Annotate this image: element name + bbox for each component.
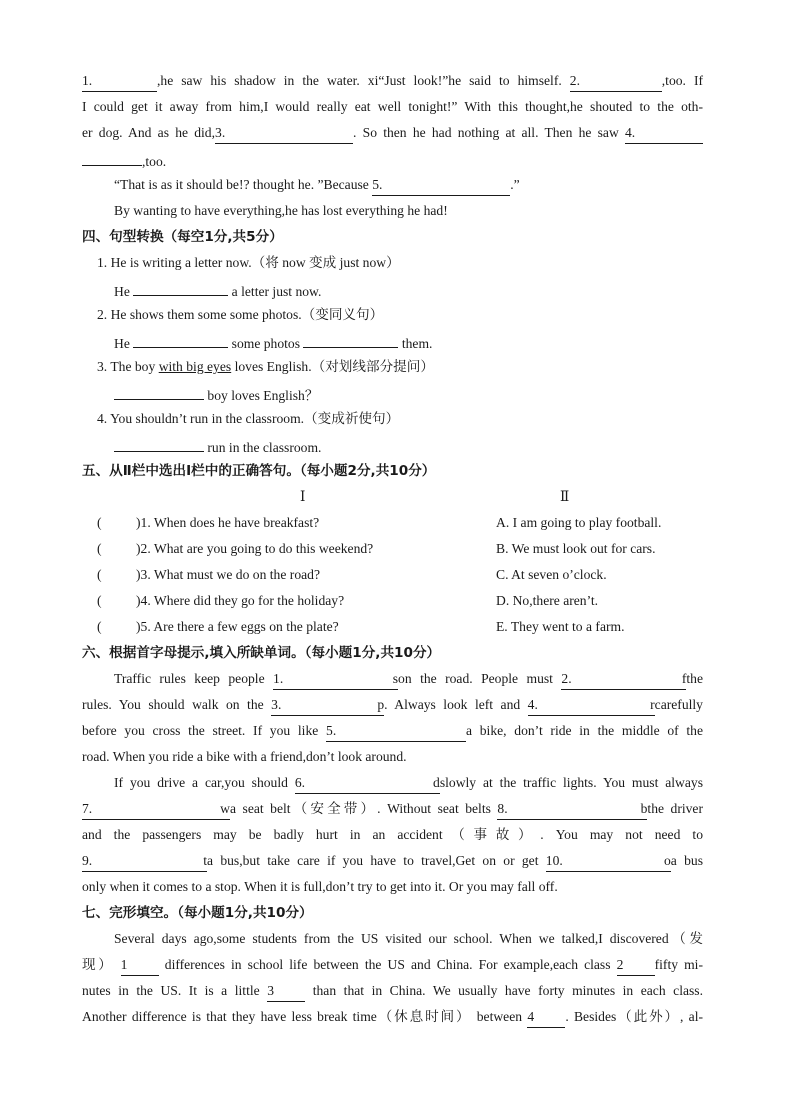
blank-s6-3[interactable]: 3. p (271, 695, 384, 716)
s7-line-3 (82, 981, 703, 1002)
s6-line-2 (82, 695, 703, 716)
s6-line-5 (114, 773, 703, 794)
cloze-blank-4[interactable]: 4 (527, 1007, 565, 1028)
text: a bus (670, 853, 703, 868)
answer-paren[interactable]: ( (97, 619, 102, 634)
text: run in the classroom. (207, 440, 322, 455)
s6-line-4: road. When you ride a bike with a friend,don’t look around. (82, 749, 407, 764)
s4-q1-answer (114, 279, 703, 302)
cloze-blank-1[interactable]: 1 (121, 955, 159, 976)
s5-answer-d: D. No,there aren’t. (496, 593, 599, 608)
answer-blank[interactable] (133, 279, 228, 296)
answer-paren[interactable]: ( (97, 541, 102, 556)
answer-blank[interactable] (114, 383, 204, 400)
column-2-header: Ⅱ (560, 489, 570, 504)
story-line-4 (82, 149, 703, 172)
s7-line-2 (82, 955, 703, 976)
s5-question-4: )4. Where did they go for the holiday? (136, 593, 345, 608)
text: before you cross the street. If you like (82, 723, 319, 738)
answer-paren[interactable]: ( (97, 515, 102, 530)
blank-4-cont[interactable] (82, 149, 142, 166)
story-line-2: I could get it away from him,I would really eat well tonight!” With this thought,he shouted to the oth- (82, 99, 703, 114)
answer-blank[interactable] (303, 331, 398, 348)
cloze-blank-3[interactable]: 3 (267, 981, 305, 1002)
s6-line-7: and the passengers may be badly hurt in an accident（事故）. You may not need to (82, 827, 703, 842)
text: .” (510, 177, 520, 192)
s4-q3 (97, 357, 703, 377)
text: slowly at the traffic lights. You must always (439, 775, 703, 790)
answer-paren[interactable]: ( (97, 567, 102, 582)
story-line-6: By wanting to have everything,he has lost everything he had! (114, 203, 448, 218)
s6-line-8 (82, 851, 703, 872)
text: “That is as it should be!? thought he. ”Because (114, 177, 369, 192)
text: Traffic rules keep people (114, 671, 265, 686)
text: the (686, 671, 703, 686)
blank-s6-1[interactable]: 1. s (273, 669, 398, 690)
s6-line-1 (114, 669, 703, 690)
text: 3. The boy (97, 359, 156, 374)
answer-blank[interactable] (133, 331, 228, 348)
text: some photos (231, 336, 301, 351)
text: . So then he had nothing at all. Then he saw (353, 125, 619, 140)
s5-question-1: )1. When does he have breakfast? (136, 515, 320, 530)
cloze-blank-2[interactable]: 2 (617, 955, 655, 976)
blank-s6-8[interactable]: 8. b (497, 799, 647, 820)
text: them. (401, 336, 433, 351)
story-line-5 (114, 175, 703, 196)
text: 现） (82, 957, 115, 972)
text: . Besides（此外）, al- (565, 1009, 704, 1024)
underlined-phrase: with big eyes (158, 359, 232, 374)
blank-2[interactable]: 2. (570, 71, 662, 92)
blank-3[interactable]: 3. (215, 123, 353, 144)
text: on the road. People must (398, 671, 553, 686)
text: ,he saw his shadow in the water. xi“Just look!”he said to himself. (157, 73, 562, 88)
text: If you drive a car,you should (114, 775, 288, 790)
s4-q3-answer (114, 383, 703, 406)
answer-blank[interactable] (114, 435, 204, 452)
text: rules. You should walk on the (82, 697, 264, 712)
text: He (114, 284, 130, 299)
blank-1[interactable]: 1. (82, 71, 157, 92)
blank-4[interactable]: 4. (625, 123, 703, 144)
answer-paren[interactable]: ( (97, 593, 102, 608)
s5-question-5: )5. Are there a few eggs on the plate? (136, 619, 339, 634)
s5-question-3: )3. What must we do on the road? (136, 567, 320, 582)
s5-answer-b: B. We must look out for cars. (496, 541, 656, 556)
blank-s6-5[interactable]: 5. (326, 721, 466, 742)
text: differences in school life between the US and China. For example,each class (164, 957, 611, 972)
text: Another difference is that they have less break time（休息时间） between (82, 1009, 523, 1024)
text: a letter just now. (231, 284, 322, 299)
text: a seat belt（安全带）. Without seat belts (230, 801, 491, 816)
s5-answer-a: A. I am going to play football. (496, 515, 662, 530)
text: ,too. (142, 154, 167, 169)
s4-q4: 4. You shouldn’t run in the classroom.（变成祈使句） (97, 411, 400, 426)
text: loves English.（对划线部分提问） (234, 359, 434, 374)
s4-q2-answer (114, 331, 703, 354)
blank-s6-6[interactable]: 6. d (295, 773, 440, 794)
story-line-3 (82, 123, 703, 144)
s5-question-2: )2. What are you going to do this weekend? (136, 541, 374, 556)
section-6-heading: 六、根据首字母提示,填入所缺单词。（每小题1分,共10分） (82, 645, 441, 661)
section-7-heading: 七、完形填空。（每小题1分,共10分） (82, 905, 313, 921)
text: fifty mi- (654, 957, 703, 972)
text: boy loves English？ (207, 388, 319, 403)
s7-line-1: Several days ago,some students from the US visited our school. When we talked,I discovered（发 (114, 931, 703, 946)
s6-line-3 (82, 721, 703, 742)
blank-s6-4[interactable]: 4. r (528, 695, 655, 716)
s4-q4-answer (114, 435, 703, 458)
s5-answer-e: E. They went to a farm. (496, 619, 625, 634)
blank-s6-10[interactable]: 10. o (546, 851, 671, 872)
text: than that in China. We usually have forty minutes in each class. (312, 983, 703, 998)
s5-answer-c: C. At seven o’clock. (496, 567, 607, 582)
story-line-1 (82, 71, 703, 92)
s4-q2: 2. He shows them some some photos.（变同义句） (97, 307, 384, 322)
blank-s6-9[interactable]: 9. t (82, 851, 207, 872)
text: ,too. If (661, 73, 704, 88)
text: He (114, 336, 130, 351)
text: . Always look left and (384, 697, 521, 712)
s6-line-9: only when it comes to a stop. When it is full,don’t try to get into it. Or you may fall off. (82, 879, 558, 894)
blank-s6-2[interactable]: 2. f (561, 669, 686, 690)
text: the driver (647, 801, 703, 816)
column-1-header: Ⅰ (300, 489, 306, 504)
text: carefully (654, 697, 703, 712)
text: nutes in the US. It is a little (82, 983, 260, 998)
section-4-heading: 四、句型转换（每空1分,共5分） (82, 229, 283, 245)
text: a bus,but take care if you have to travel,Get on or get (207, 853, 539, 868)
text: er dog. And as he did, (82, 125, 216, 140)
s4-q1: 1. He is writing a letter now.（将 now 变成 just now） (97, 255, 400, 270)
text: a bike, don’t ride in the middle of the (466, 723, 703, 738)
s7-line-4 (82, 1007, 703, 1028)
blank-5[interactable]: 5. (372, 175, 510, 196)
section-5-heading: 五、从Ⅱ栏中选出Ⅰ栏中的正确答句。（每小题2分,共10分） (82, 463, 436, 479)
blank-s6-7[interactable]: 7. w (82, 799, 230, 820)
s6-line-6 (82, 799, 703, 820)
